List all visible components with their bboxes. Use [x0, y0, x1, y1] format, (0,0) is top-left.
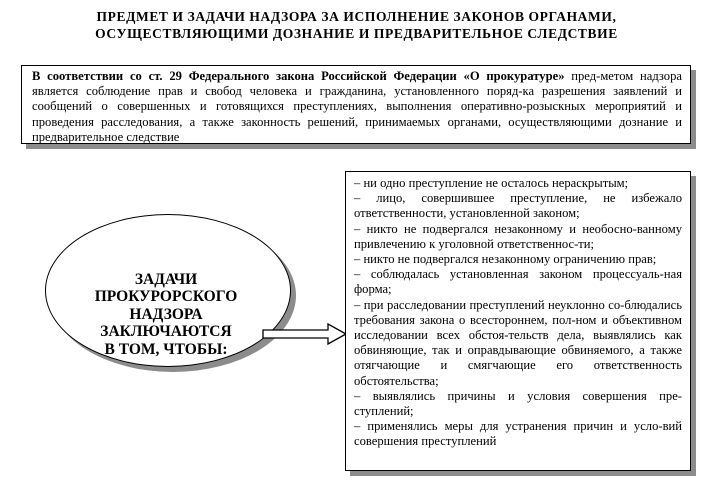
tasks-heading-line-3: НАДЗОРА: [129, 305, 203, 323]
task-item: – лицо, совершившее преступление, не избежало ответственности, установленной законом;: [354, 191, 682, 221]
task-item: – никто не подвергался незаконному и необосно-ванному привлечению к уголовной ответственнос-ти;: [354, 221, 682, 251]
tasks-heading: [71, 271, 261, 358]
task-item: – никто не подвергался незаконному ограничению прав;: [354, 252, 657, 267]
task-item: – ни одно преступление не осталось нераскрытым;: [354, 176, 629, 190]
title-line-1: ПРЕДМЕТ И ЗАДАЧИ НАДЗОРА ЗА ИСПОЛНЕНИЕ ЗАКОНОВ ОРГАНАМИ,: [96, 9, 617, 24]
tasks-box: [345, 171, 691, 471]
task-item: – при расследовании преступлений неуклонно со-блюдались требования закона о всестороннем, пол-ном и объективном исследовании всех обстоя-тельств дела, выявлялись как обвиняющие, так и оправдывающие обвиняемого, а также отягчающие и смягчающие его ответственность обстоятельства;: [354, 297, 682, 388]
task-item: – выявлялись причины и условия совершения пре-ступлений;: [354, 388, 682, 419]
subject-lead: В соответствии со ст. 29 Федерального закона Российской Федерации «О прокуратуре»: [32, 69, 565, 83]
subject-text: пред-метом надзора является соблюдение прав и свобод человека и гражданина, установленного поряд-ка разрешения заявлений и сообщений о совершенных и готовящихся преступлениях, выполнения оперативно-розыскных мероприятий и проведения расследования, а также законность решений, принимаемых органами, осуществляющими дознание и предварительное следствие: [32, 69, 682, 144]
page-title: [0, 8, 713, 42]
tasks-heading-line-4: ЗАКЛЮЧАЮТСЯ: [100, 323, 232, 341]
title-line-2: ОСУЩЕСТВЛЯЮЩИМИ ДОЗНАНИЕ И ПРЕДВАРИТЕЛЬНОЕ СЛЕДСТВИЕ: [95, 26, 618, 41]
task-item: – применялись меры для устранения причин и усло-вий совершения преступлений: [354, 419, 682, 449]
tasks-heading-line-2: ПРОКУРОРСКОГО: [94, 288, 238, 306]
connector-arrow-icon: [260, 322, 350, 346]
task-item: – соблюдалась установленная законом процессуаль-ная форма;: [354, 267, 682, 297]
tasks-heading-line-5: В ТОМ, ЧТОБЫ:: [104, 340, 228, 358]
tasks-heading-line-1: ЗАДАЧИ: [134, 271, 198, 288]
subject-box: [21, 65, 691, 144]
